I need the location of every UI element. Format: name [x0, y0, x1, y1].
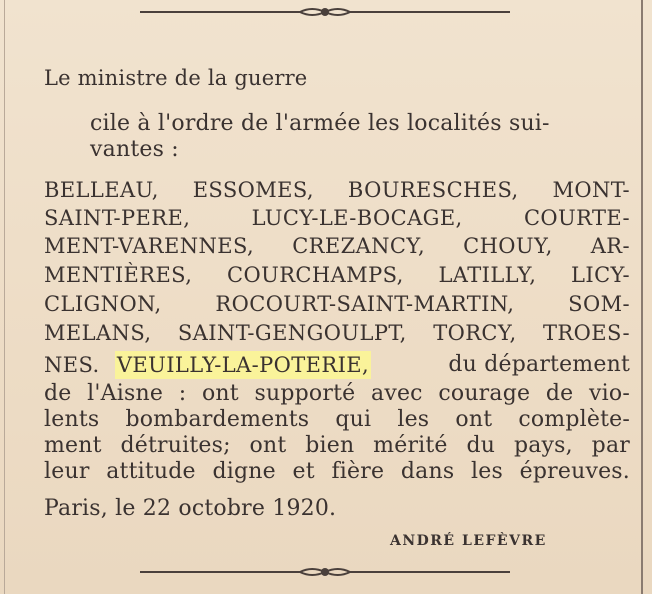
localities-line-1: BELLEAU, ESSOMES, BOURESCHES, MONT-	[44, 178, 630, 202]
highlight-line-before: NES.	[44, 353, 100, 377]
dateline: Paris, le 22 octobre 1920.	[44, 496, 337, 521]
page-left-edge	[4, 0, 5, 594]
localities-line-2: SAINT-PERE, LUCY-LE-BOCAGE, COURTE-	[44, 206, 630, 230]
page-right-edge	[641, 0, 643, 594]
highlight-line	[44, 352, 630, 379]
top-ornament-divider	[140, 3, 510, 19]
heading-text: Le ministre de la guerre	[44, 66, 308, 90]
body-line-1: de l'Aisne : ont supporté avec courage de vio-	[44, 381, 630, 406]
localities-line-3: MENT-VARENNES, CREZANCY, CHOUY, AR-	[44, 234, 630, 258]
citation-line-2: vantes :	[90, 137, 179, 162]
highlight-line-after: du département	[448, 352, 630, 377]
body-line-4: leur attitude digne et fière dans les épreuves.	[44, 459, 630, 484]
localities-line-6: MELANS, SAINT-GENGOULPT, TORCY, TROES-	[44, 321, 630, 345]
localities-line-4: MENTIÈRES, COURCHAMPS, LATILLY, LICY-	[44, 263, 630, 287]
signature: ANDRÉ LEFÈVRE	[390, 533, 547, 549]
body-line-3: ment détruites; ont bien mérité du pays, par	[44, 433, 630, 458]
localities-line-5: CLIGNON, ROCOURT-SAINT-MARTIN, SOM-	[44, 292, 630, 316]
body-line-2: lents bombardements qui les ont complète-	[44, 407, 630, 432]
citation-line-1: cile à l'ordre de l'armée les localités sui-	[90, 111, 550, 136]
bottom-ornament-divider	[140, 564, 510, 580]
highlighted-locality: VEUILLY-LA-POTERIE,	[116, 353, 370, 377]
